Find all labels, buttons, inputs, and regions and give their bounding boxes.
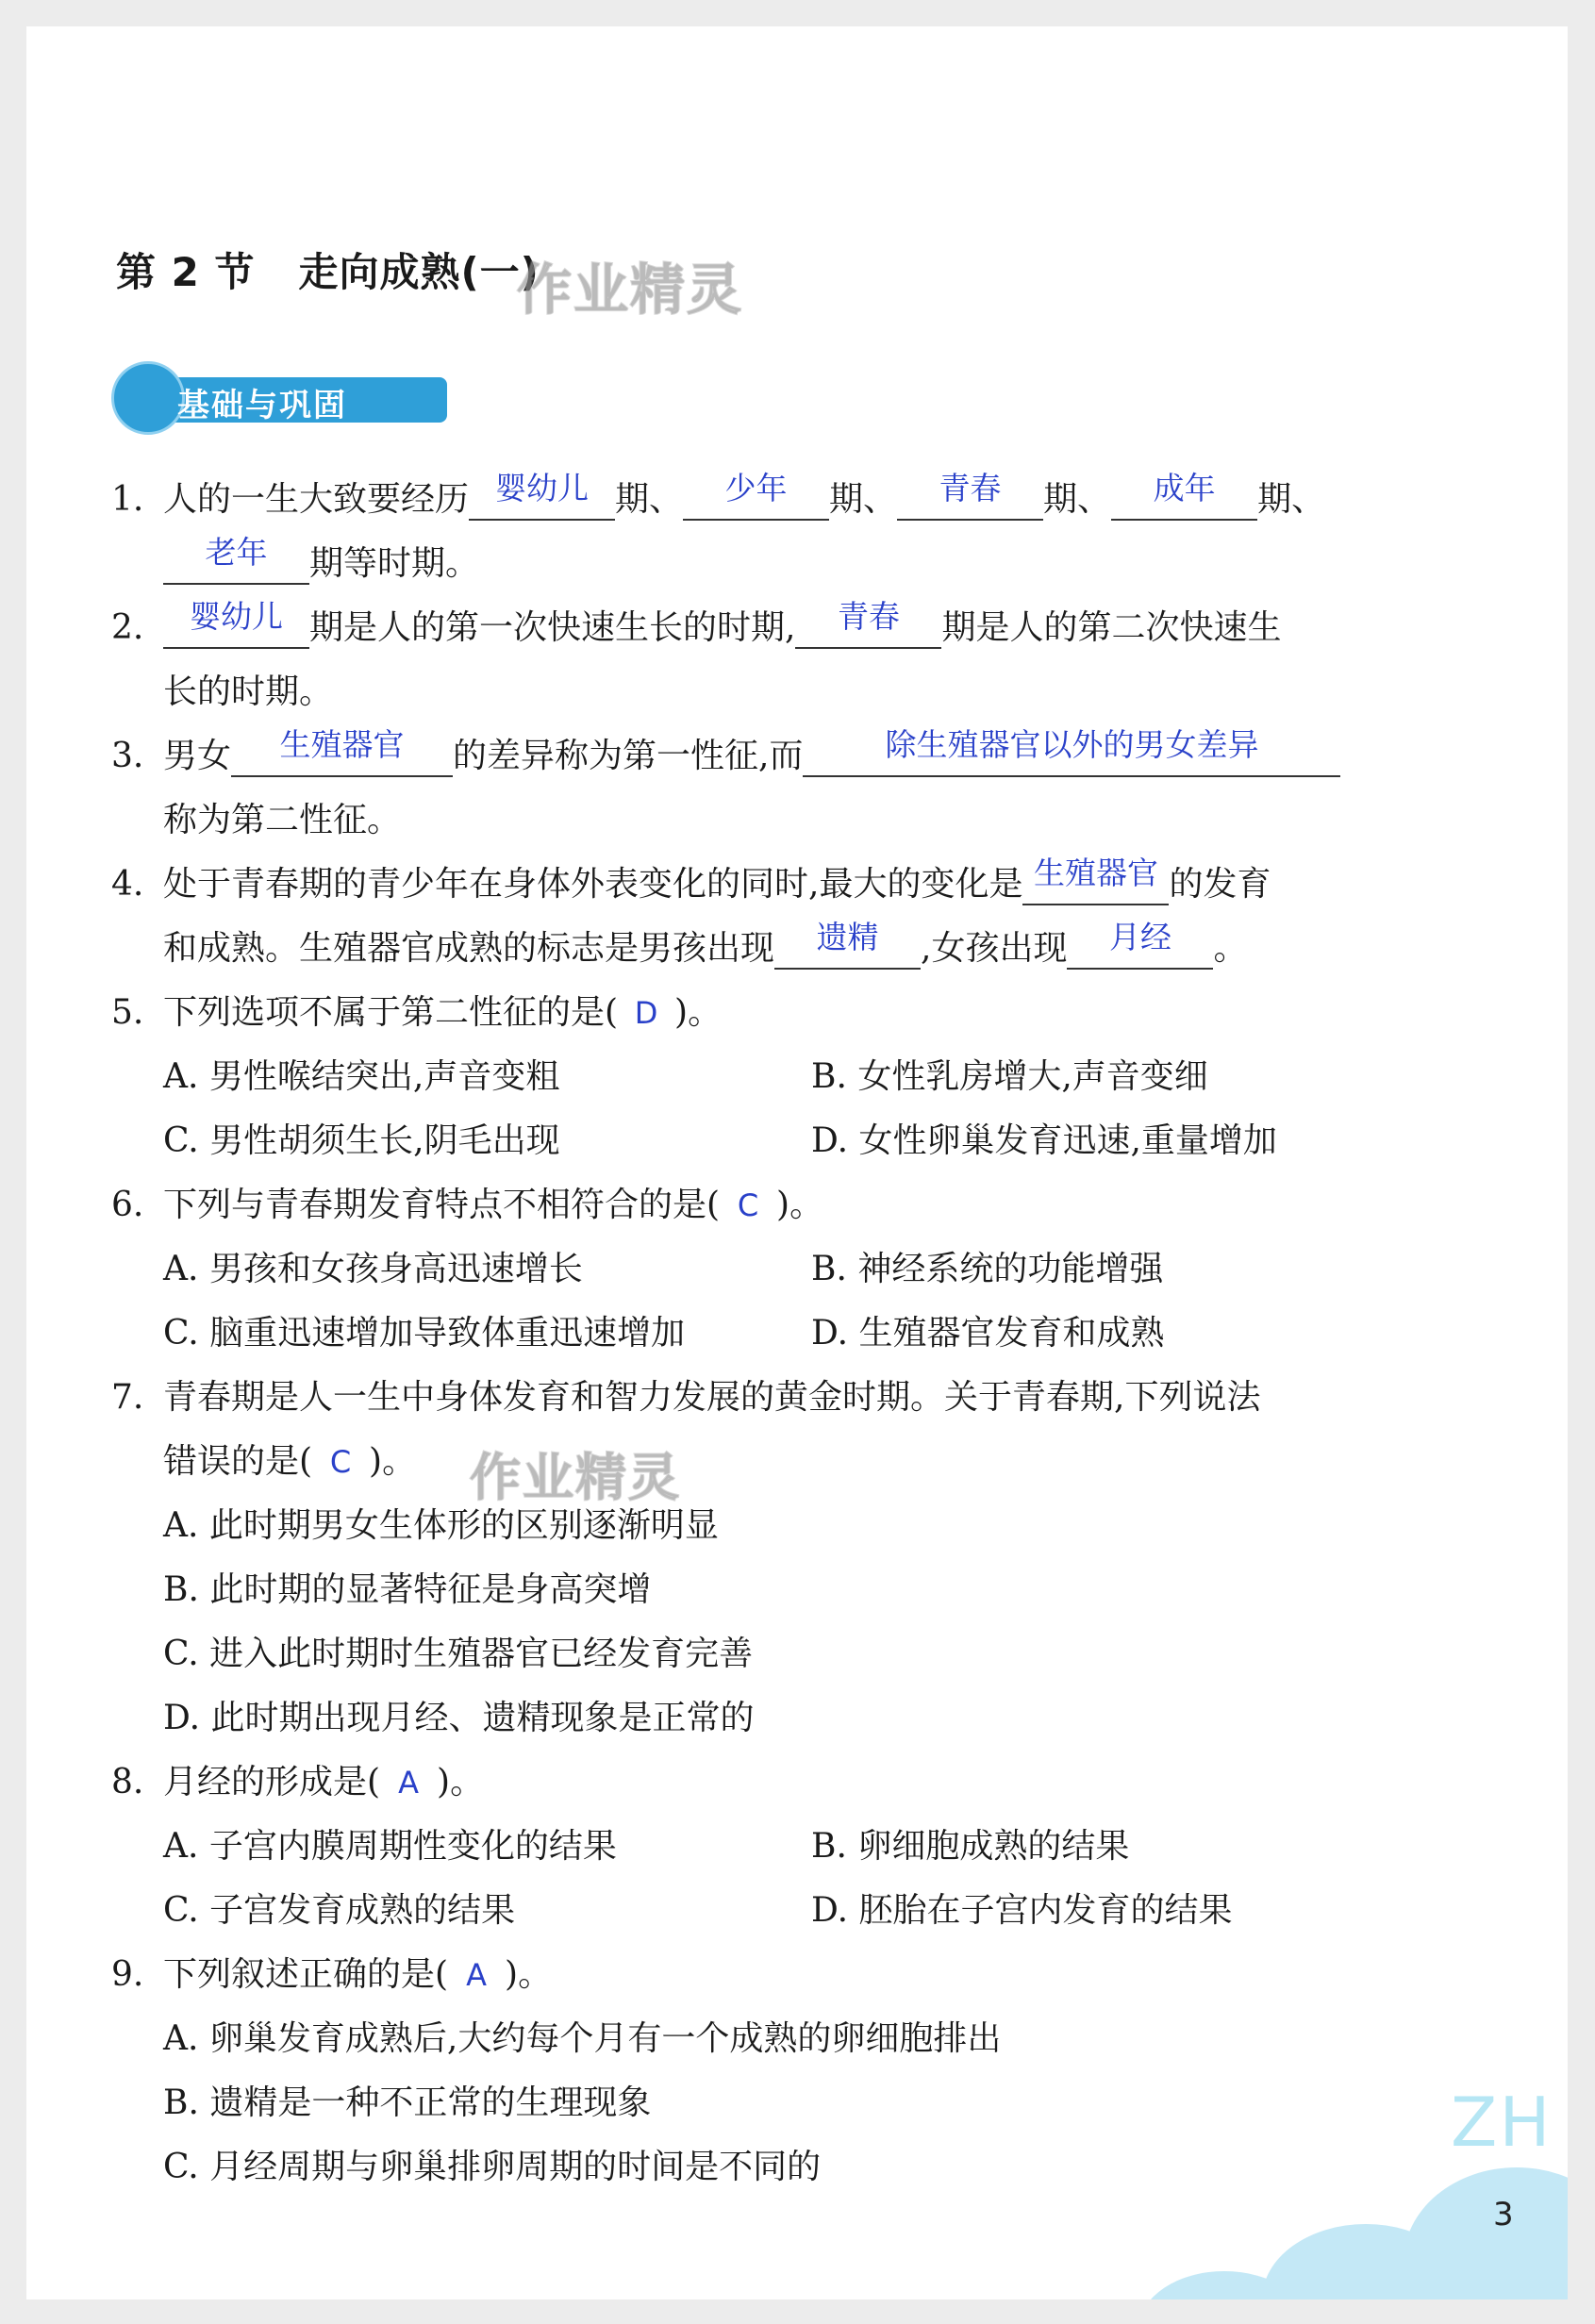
option-a: A. 此时期男女生体形的区别逐渐明显: [163, 1506, 719, 1545]
choice-answer: A: [466, 1957, 487, 1993]
answer-blank: 除生殖器官以外的男女差异: [803, 738, 1340, 777]
question-2: 2. 婴幼儿 期是人的第一次快速生长的时期, 青春 期是人的第二次快速生: [111, 598, 1282, 647]
answer-blank: 青春: [897, 481, 1043, 521]
option-a: A. 卵巢发育成熟后,大约每个月有一个成熟的卵细胞排出: [163, 2019, 1002, 2058]
question-8: 8. 月经的形成是( A )。: [111, 1763, 485, 1801]
answer-blank: 生殖器官: [231, 738, 453, 777]
workbook-page: 第 2 节 走向成熟(一) 作业精灵 基础与巩固 1. 人的一生大致要经历 婴幼儿 期、 少年 期、 青春 期、 成年 期、 老年 期等时期。 2. 婴幼儿 期是人的第一次快速生长的时期, 青春 期是人的第二次快速生 长的时期。 3. 男女 生殖器官 的差异称为第一性征,而 除生殖器官以外的男女差异 称为第二性征。 4. 处于青春期的青少年在身体外表变化的同时,最大的变化是 生殖器官 的发育 和成熟。生殖器官成熟的标志是男孩出现 遗精 ,女孩出现 月经 。 5. 下列选项不属于第二性征的是( D )。 A. 男性喉结突出,声音变粗 B. 女性乳房增大,声音变细 C. 男性胡须生长,阴毛出现 D. 女性卵巢发育迅速,重量增加 6. 下列与青春期发育特点不相符合的是( C )。 A. 男孩和女孩身高迅速增长 B. 神经系统的功能增强 C. 脑重迅速增加导致体重迅速增加 D. 生殖器官发育和成熟 7. 青春期是人一生中身体发育和智力发展的黄金时期。关于青春期,下列说法 错误的是( C )。 作业精灵 A. 此时期男女生体形的区别逐渐明显 B. 此时期的显著特征是身高突增 C. 进入此时期时生殖器官已经发育完善 D. 此时期出现月经、遗精现象是正常的 8. 月经的形成是( A )。 A. 子宫内膜周期性变化的结果 B. 卵细胞成熟的结果 C. 子宫发育成熟的结果 D. 胚胎在子宫内发育的结果 9. 下列叙述正确的是( A )。 A. 卵巢发育成熟后,大约每个月有一个成熟的卵细胞排出 B. 遗精是一种不正常的生理现象 C. 月经周期与卵巢排卵周期的时间是不同的 ZH 3: [26, 26, 1568, 2299]
option-c: C. 子宫发育成熟的结果: [163, 1891, 516, 1930]
question-5: 5. 下列选项不属于第二性征的是( D )。: [111, 993, 723, 1032]
question-7: 7. 青春期是人一生中身体发育和智力发展的黄金时期。关于青春期,下列说法: [111, 1378, 1261, 1417]
choice-answer: D: [634, 995, 658, 1031]
option-c: C. 男性胡须生长,阴毛出现: [163, 1121, 560, 1160]
option-c: C. 脑重迅速增加导致体重迅速增加: [163, 1314, 686, 1353]
option-b: B. 遗精是一种不正常的生理现象: [163, 2083, 652, 2122]
question-9: 9. 下列叙述正确的是( A )。: [111, 1955, 553, 1994]
question-4: 4. 处于青春期的青少年在身体外表变化的同时,最大的变化是 生殖器官 的发育: [111, 855, 1271, 904]
section-label: 第 2 节: [116, 249, 256, 295]
option-b: B. 此时期的显著特征是身高突增: [163, 1570, 652, 1609]
section-title: [116, 241, 540, 298]
answer-blank: 少年: [683, 481, 829, 521]
option-c: C. 进入此时期时生殖器官已经发育完善: [163, 1635, 754, 1673]
answer-blank: 成年: [1111, 481, 1257, 521]
watermark: 作业精灵: [517, 257, 744, 322]
question-3: 3. 男女 生殖器官 的差异称为第一性征,而 除生殖器官以外的男女差异: [111, 736, 1340, 777]
choice-answer: A: [398, 1765, 419, 1801]
question-1: 1. 人的一生大致要经历 婴幼儿 期、 少年 期、 青春 期、 成年 期、: [111, 470, 1326, 519]
page-number: 3: [1493, 2196, 1514, 2233]
option-b: B. 女性乳房增大,声音变细: [811, 1057, 1208, 1096]
answer-blank: 遗精: [774, 930, 921, 970]
section-name: 走向成熟(一): [298, 249, 540, 295]
choice-answer: C: [737, 1187, 759, 1223]
option-a: A. 男性喉结突出,声音变粗: [163, 1057, 560, 1096]
recycle-icon: [111, 361, 185, 435]
option-c: C. 月经周期与卵巢排卵周期的时间是不同的: [163, 2148, 822, 2186]
corner-logo: ZH: [1451, 2083, 1553, 2162]
option-b: B. 神经系统的功能增强: [811, 1250, 1164, 1288]
option-d: D. 此时期出现月经、遗精现象是正常的: [163, 1699, 755, 1737]
choice-answer: C: [329, 1444, 352, 1480]
answer-blank: 婴幼儿: [469, 481, 615, 521]
question-6: 6. 下列与青春期发育特点不相符合的是( C )。: [111, 1186, 824, 1224]
option-a: A. 男孩和女孩身高迅速增长: [163, 1250, 583, 1288]
option-d: D. 女性卵巢发育迅速,重量增加: [811, 1121, 1277, 1160]
answer-blank: 婴幼儿: [163, 609, 309, 649]
badge-label: 基础与巩固: [177, 387, 347, 424]
answer-blank: 青春: [795, 609, 941, 649]
option-b: B. 卵细胞成熟的结果: [811, 1827, 1130, 1866]
answer-blank: 老年: [163, 545, 309, 585]
watermark: 作业精灵: [470, 1448, 681, 1507]
option-a: A. 子宫内膜周期性变化的结果: [163, 1827, 617, 1866]
answer-blank: 生殖器官: [1022, 866, 1169, 905]
answer-blank: 月经: [1067, 930, 1213, 970]
option-d: D. 胚胎在子宫内发育的结果: [811, 1891, 1233, 1930]
option-d: D. 生殖器官发育和成熟: [811, 1314, 1165, 1353]
